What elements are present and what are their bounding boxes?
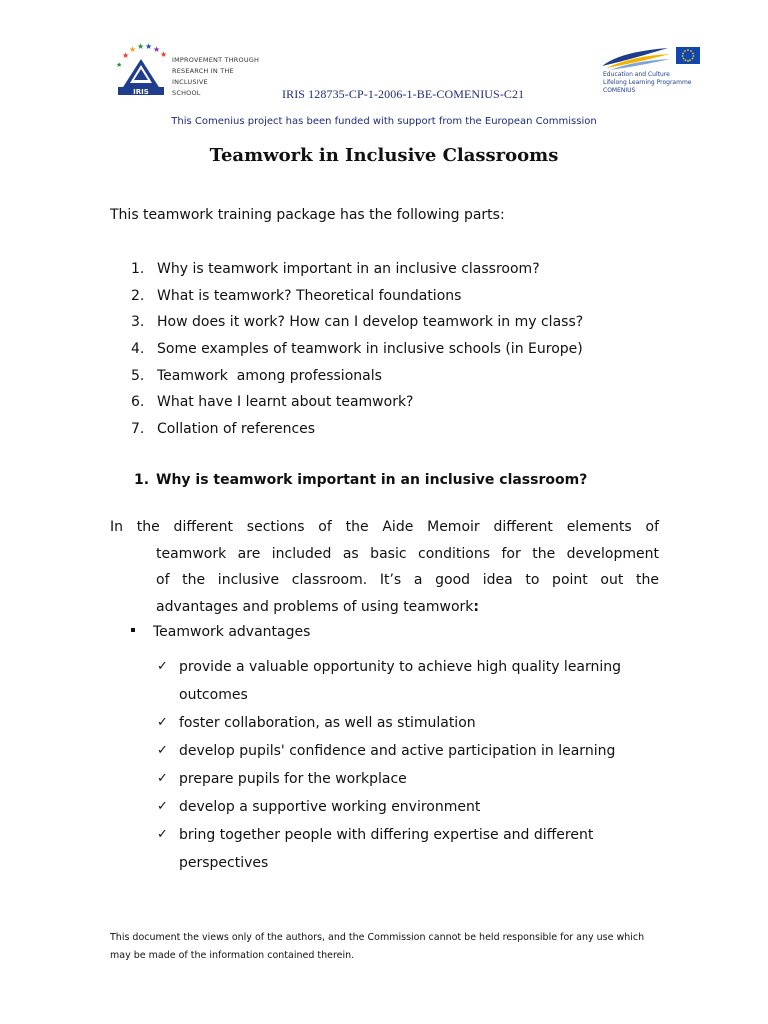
- eu-swoosh-flag-icon: [598, 44, 704, 74]
- checkmark-icon: ✓: [157, 771, 168, 786]
- list-item: 5. Teamwork among professionals: [131, 367, 382, 384]
- svg-text:★: ★: [153, 45, 161, 54]
- iris-motto: IMPROVEMENT THROUGH RESEARCH IN THE INCLUSIVE SCHOOL: [172, 56, 260, 97]
- list-item: 4. Some examples of teamwork in inclusive schools (in Europe): [131, 341, 583, 358]
- iris-pyramid-icon: [110, 43, 172, 101]
- list-item: 7. Collation of references: [131, 421, 316, 438]
- checkmark-icon: ✓: [157, 659, 168, 674]
- svg-text:★: ★: [137, 43, 145, 51]
- funding-notice: This Comenius project has been funded with support from the European Commission: [171, 116, 597, 127]
- section-heading: 1. Why is teamwork important in an inclusive classroom?: [134, 472, 588, 488]
- eu-logo-text: Education and Culture Lifelong Learning Programme COMENIUS: [603, 71, 692, 94]
- list-item: 2. What is teamwork? Theoretical foundations: [131, 287, 462, 304]
- list-item: 6. What have I learnt about teamwork?: [131, 394, 414, 411]
- list-item: ✓ develop a supportive working environment: [157, 793, 657, 821]
- eu-lifelong-learning-logo: [598, 44, 704, 102]
- project-code: IRIS 128735-CP-1-2006-1-BE-COMENIUS-C21: [282, 87, 525, 101]
- svg-text:★: ★: [122, 51, 130, 60]
- list-item: ✓ develop pupils' confidence and active participation in learning: [157, 737, 657, 765]
- svg-text:★: ★: [160, 50, 168, 59]
- svg-text:★: ★: [116, 61, 123, 69]
- iris-logo-text: IRIS: [133, 88, 149, 96]
- checkmark-icon: ✓: [157, 743, 168, 758]
- parts-list: [131, 259, 583, 446]
- svg-text:★: ★: [129, 45, 137, 54]
- list-item: ✓ bring together people with differing expertise and different perspectives: [157, 821, 657, 877]
- bullet-item: Teamwork advantages: [131, 624, 310, 640]
- list-item: 3. How does it work? How can I develop teamwork in my class?: [131, 314, 584, 331]
- advantages-list: [157, 653, 657, 877]
- footer-disclaimer: This document the views only of the authors, and the Commission cannot be held responsible for any use which may be made of the information contained therein.: [110, 932, 645, 961]
- checkmark-icon: ✓: [157, 827, 168, 842]
- section-paragraph: In the different sections of the Aide Memoir different elements of teamwork are included as basic conditions for the development of the inclusive classroom. It’s a good idea to point out the advantages and problems of using teamwork:: [110, 519, 659, 615]
- checkmark-icon: ✓: [157, 799, 168, 814]
- svg-text:★: ★: [145, 43, 153, 51]
- document-title: Teamwork in Inclusive Classrooms: [209, 145, 559, 166]
- square-bullet-icon: [131, 628, 135, 632]
- list-item: 1. Why is teamwork important in an inclusive classroom?: [131, 261, 540, 277]
- list-item: ✓ provide a valuable opportunity to achieve high quality learning outcomes: [157, 653, 657, 709]
- checkmark-icon: ✓: [157, 715, 168, 730]
- iris-logo: [110, 43, 260, 101]
- list-item: ✓ foster collaboration, as well as stimulation: [157, 709, 657, 737]
- intro-text: This teamwork training package has the following parts:: [110, 207, 505, 223]
- list-item: ✓ prepare pupils for the workplace: [157, 765, 657, 793]
